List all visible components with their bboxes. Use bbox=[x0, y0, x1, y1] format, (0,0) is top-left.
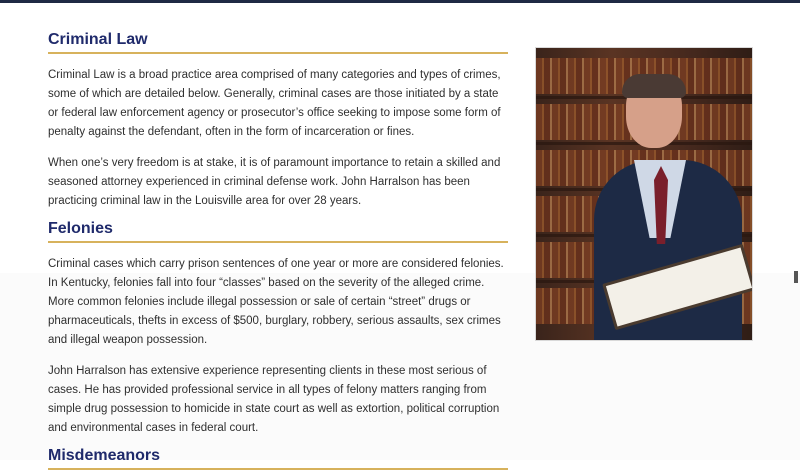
section-title-felonies: Felonies bbox=[48, 219, 508, 243]
criminal-law-paragraph-1: Criminal Law is a broad practice area comprised of many categories and types of crimes, some of which are detailed below. Generally, criminal cases are those initiated by a state or federal law enforcement agency or prosecutor’s office seeking to impose some form of penalty against the defendant, often in the form of incarceration or fines. bbox=[48, 69, 501, 138]
section-gap bbox=[48, 211, 508, 219]
attorney-hair bbox=[622, 74, 686, 98]
attorney-portrait-photo bbox=[536, 48, 752, 340]
section-gap bbox=[48, 438, 508, 446]
criminal-law-paragraph-2: When one’s very freedom is at stake, it is of paramount importance to retain a skilled and seasoned attorney experienced in criminal defense work. John Harralson has been practicing criminal law in the Louisville area for over 28 years. bbox=[48, 157, 501, 207]
felonies-paragraph-2: John Harralson has extensive experience representing clients in these most serious of cases. He has provided professional service in all types of felony matters ranging from simple drug possession to homicide in state court as well as extortion, political corruption and environmental cases in federal court. bbox=[48, 365, 500, 434]
scrollbar-thumb[interactable] bbox=[794, 271, 798, 283]
section-title-criminal-law: Criminal Law bbox=[48, 30, 508, 54]
section-title-misdemeanors: Misdemeanors bbox=[48, 446, 508, 470]
practice-area-content bbox=[48, 30, 508, 470]
felonies-paragraph-1: Criminal cases which carry prison sentences of one year or more are considered felonies. In Kentucky, felonies fall into four “classes” based on the severity of the alleged crime. More common felonies include illegal possession or sale of certain “street” drugs or pharmaceuticals, thefts in excess of $500, burglary, robbery, serious assaults, sex crimes and illegal weapon possession. bbox=[48, 258, 504, 346]
